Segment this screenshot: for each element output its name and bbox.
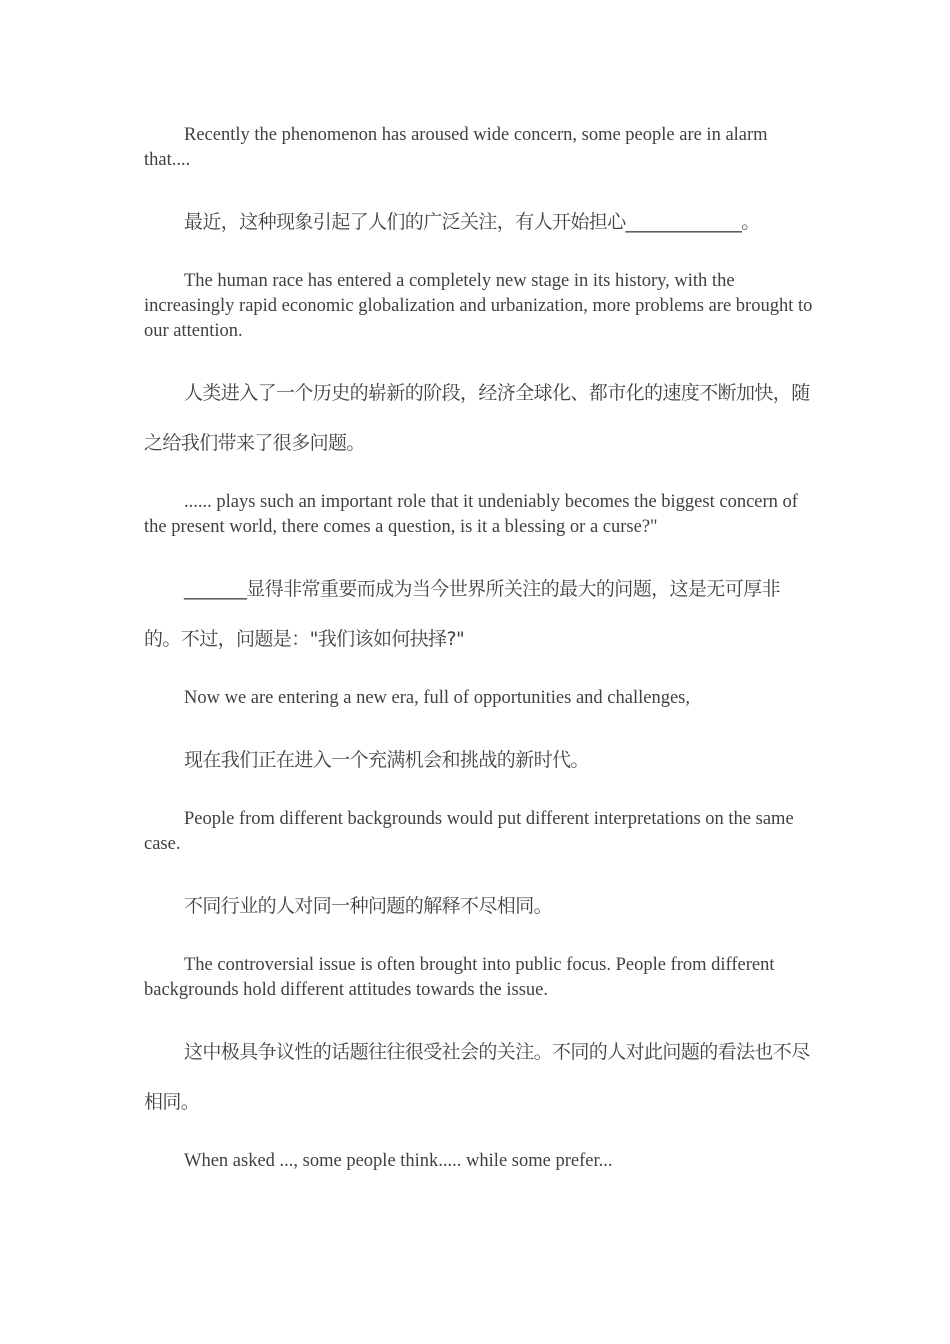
document-body bbox=[144, 123, 816, 1208]
paragraph-en-6: The controversial issue is often brought into public focus. People from different backgrounds hold different attitudes towards the issue. bbox=[144, 955, 775, 1000]
paragraph-en-3: ...... plays such an important role that it undeniably becomes the biggest concern of the present world, there comes a question, is it a blessing or a curse?" bbox=[144, 492, 798, 537]
paragraph-zh-4: 现在我们正在进入一个充满机会和挑战的新时代。 bbox=[184, 749, 589, 771]
paragraph-en-1: Recently the phenomenon has aroused wide concern, some people are in alarm that.... bbox=[144, 125, 768, 170]
paragraph-zh-5: 不同行业的人对同一种问题的解释不尽相同。 bbox=[184, 895, 553, 917]
paragraph-zh-6: 这中极具争议性的话题往往很受社会的关注。不同的人对此问题的看法也不尽相同。 bbox=[144, 1041, 810, 1113]
paragraph-zh-1: 最近，这种现象引起了人们的广泛关注，有人开始担心_____________。 bbox=[184, 211, 760, 233]
paragraph-en-2: The human race has entered a completely new stage in its history, with the increasingly rapid economic globalization and urbanization, more problems are brought to our attention. bbox=[144, 271, 813, 341]
paragraph-zh-3: _______显得非常重要而成为当今世界所关注的最大的问题，这是无可厚非的。不过，问题是："我们该如何抉择?" bbox=[144, 578, 780, 650]
paragraph-en-7: When asked ..., some people think..... while some prefer... bbox=[184, 1151, 613, 1171]
paragraph-en-5: People from different backgrounds would put different interpretations on the same case. bbox=[144, 809, 794, 854]
paragraph-zh-2: 人类进入了一个历史的崭新的阶段，经济全球化、都市化的速度不断加快，随之给我们带来了很多问题。 bbox=[144, 382, 810, 454]
paragraph-en-4: Now we are entering a new era, full of opportunities and challenges, bbox=[184, 688, 690, 708]
